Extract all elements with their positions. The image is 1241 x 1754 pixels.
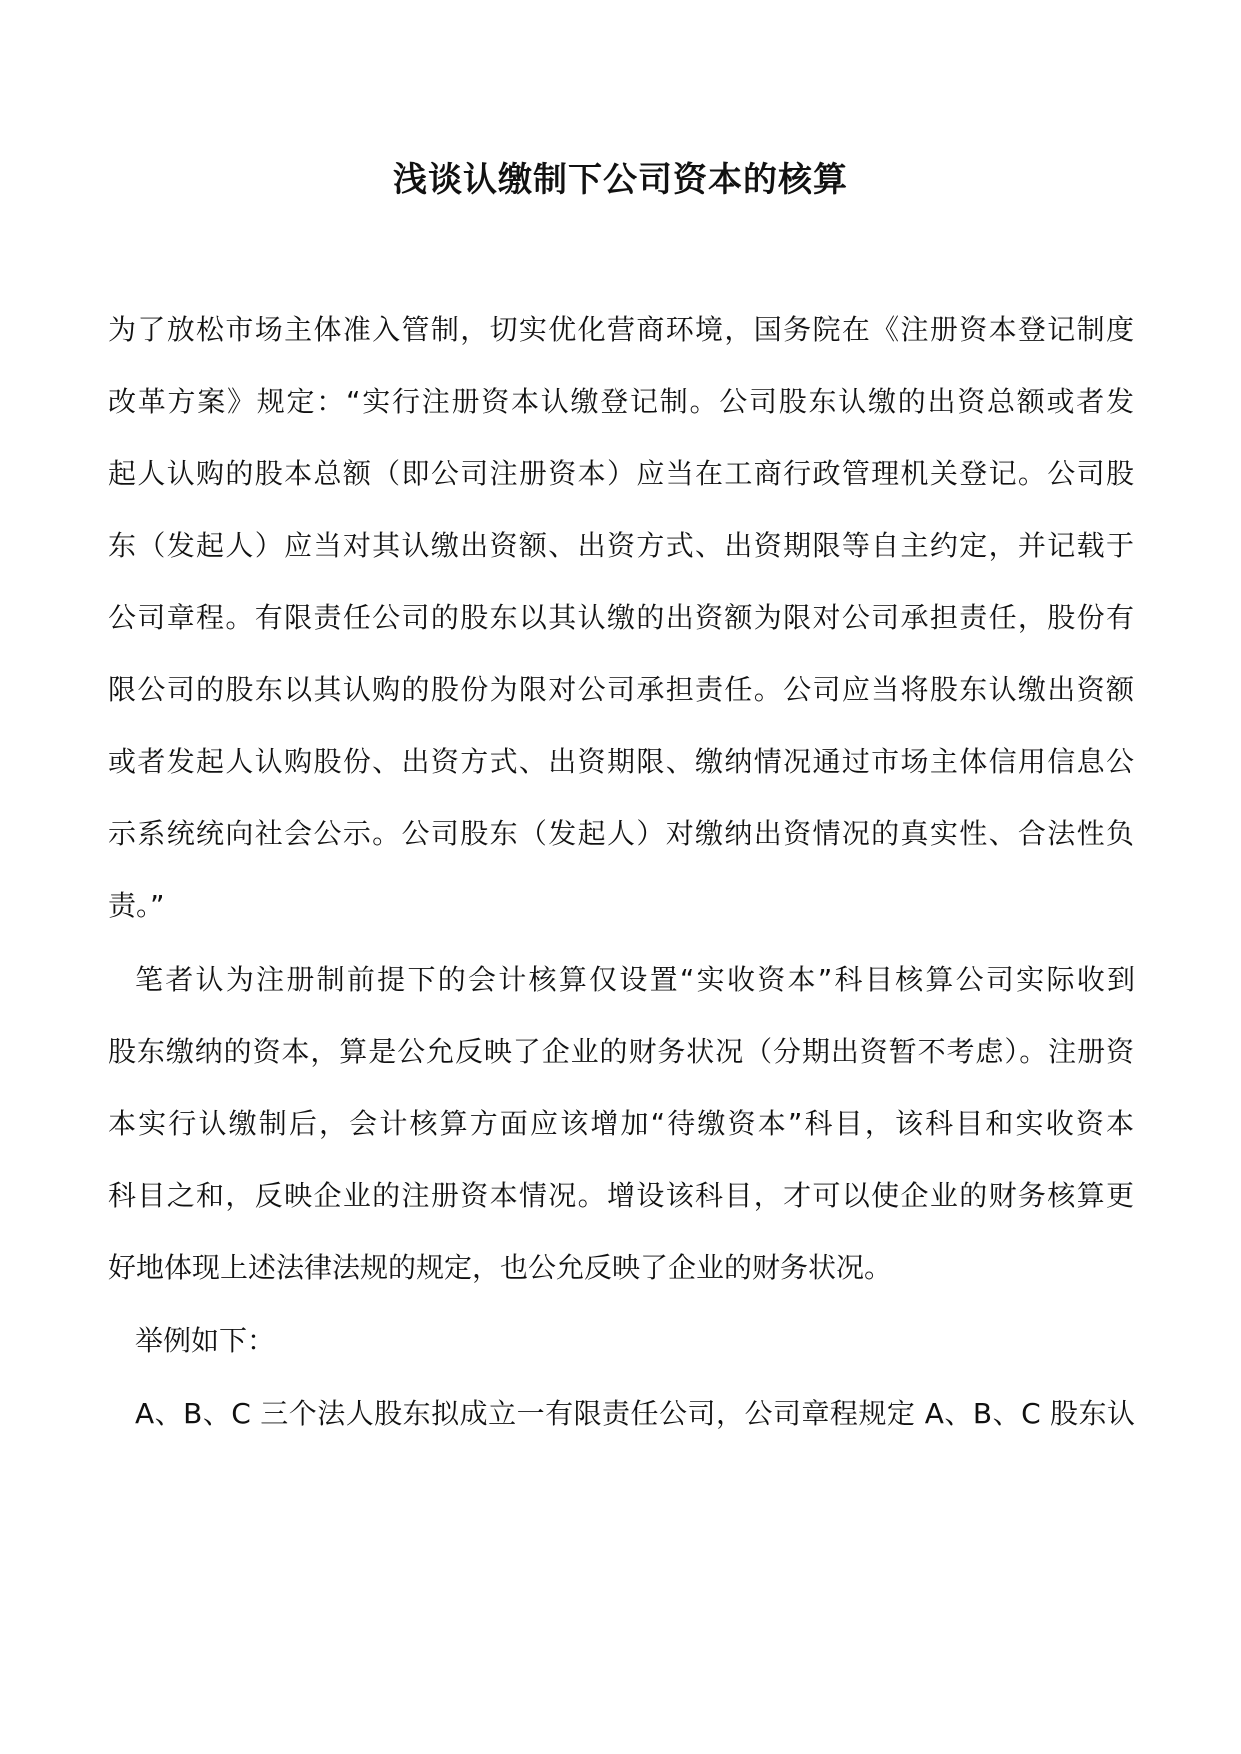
paragraph-line: 改革方案》规定：“实行注册资本认缴登记制。公司股东认缴的出资总额或者发 bbox=[108, 385, 1134, 418]
paragraph-3: 举例如下： bbox=[135, 1324, 276, 1357]
document-title: 浅谈认缴制下公司资本的核算 bbox=[393, 160, 848, 200]
paragraph-line: 为了放松市场主体准入管制，切实优化营商环境，国务院在《注册资本登记制度 bbox=[108, 313, 1134, 346]
paragraph-line: 或者发起人认购股份、出资方式、出资期限、缴纳情况通过市场主体信用信息公 bbox=[108, 745, 1134, 778]
paragraph-line: 笔者认为注册制前提下的会计核算仅设置“实收资本”科目核算公司实际收到 bbox=[135, 963, 1135, 996]
paragraph-line: 好地体现上述法律法规的规定，也公允反映了企业的财务状况。 bbox=[108, 1251, 893, 1284]
paragraph-line: 科目之和，反映企业的注册资本情况。增设该科目，才可以使企业的财务核算更 bbox=[108, 1179, 1134, 1212]
paragraph-line: 限公司的股东以其认购的股份为限对公司承担责任。公司应当将股东认缴出资额 bbox=[108, 673, 1134, 706]
paragraph-line: 示系统统向社会公示。公司股东（发起人）对缴纳出资情况的真实性、合法性负 bbox=[108, 817, 1134, 850]
paragraph-line: 责。” bbox=[108, 889, 165, 922]
paragraph-line: 本实行认缴制后，会计核算方面应该增加“待缴资本”科目，该科目和实收资本 bbox=[108, 1107, 1134, 1140]
paragraph-line: 东（发起人）应当对其认缴出资额、出资方式、出资期限等自主约定，并记载于 bbox=[108, 529, 1134, 562]
paragraph-line: 起人认购的股本总额（即公司注册资本）应当在工商行政管理机关登记。公司股 bbox=[108, 457, 1134, 490]
paragraph-line: 股东缴纳的资本，算是公允反映了企业的财务状况（分期出资暂不考虑）。注册资 bbox=[108, 1035, 1134, 1068]
paragraph-line: A、B、C 三个法人股东拟成立一有限责任公司，公司章程规定 A、B、C 股东认 bbox=[135, 1397, 1135, 1430]
paragraph-line: 公司章程。有限责任公司的股东以其认缴的出资额为限对公司承担责任，股份有 bbox=[108, 601, 1134, 634]
